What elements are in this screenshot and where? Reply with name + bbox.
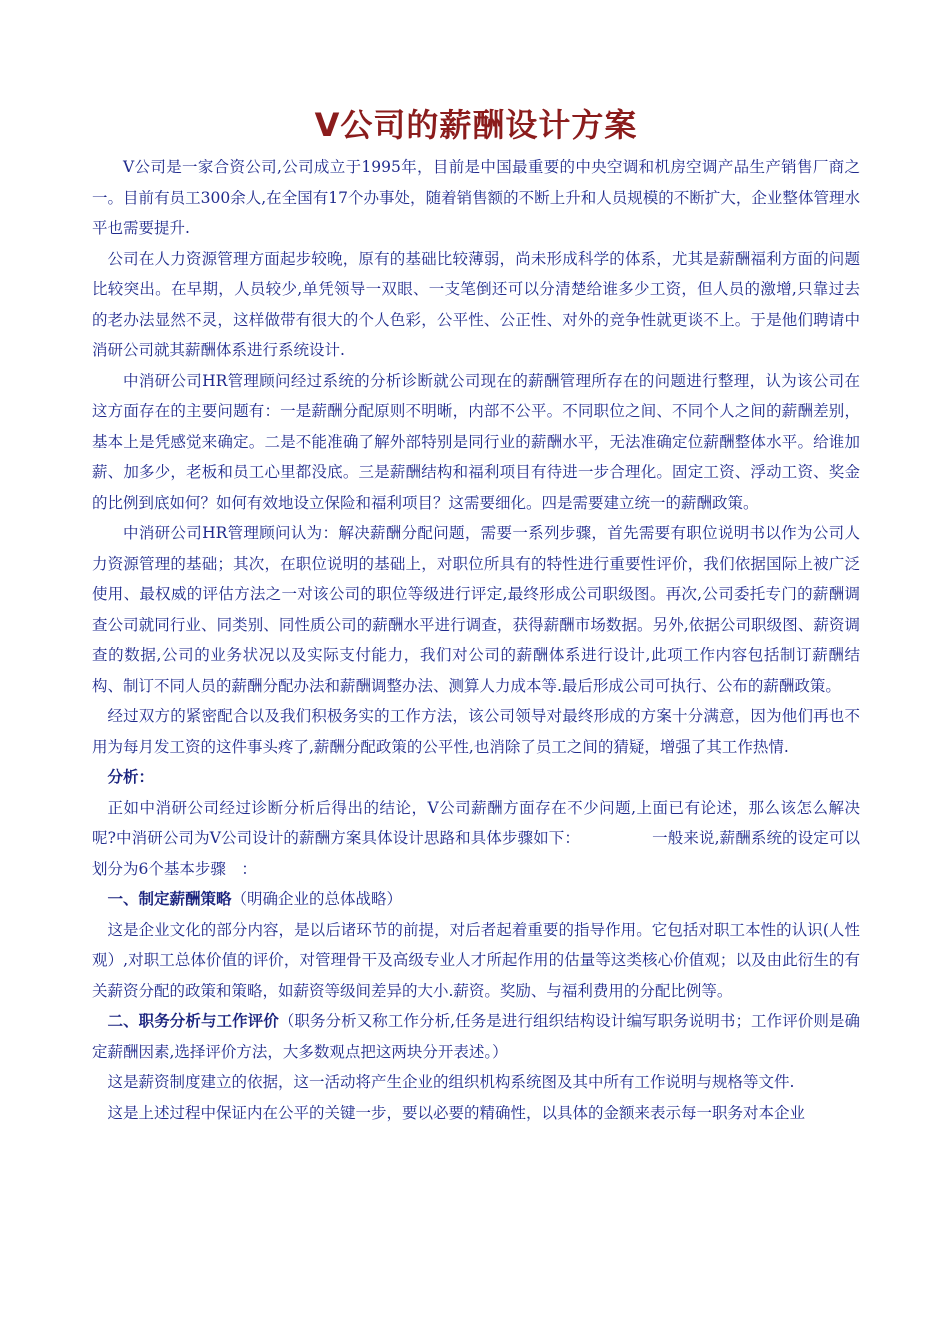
- paragraph-problem: 公司在人力资源管理方面起步较晚，原有的基础比较薄弱，尚未形成科学的体系，尤其是薪酬福利方面的问题比较突出。在早期，人员较少,单凭领导一双眼、一支笔倒还可以分清楚给谁多少工资，但人员的激增,只靠过去的老办法显然不灵，这样做带有很大的个人色彩，公平性、公正性、对外的竞争性就更谈不上。于是他们聘请中消研公司就其薪酬体系进行系统设计.: [92, 249, 860, 359]
- document-title: V公司的薪酬设计方案: [314, 106, 638, 144]
- step2-note: （职务分析又称工作分析,任务是进行组织结构设计编写职务说明书；工作评价则是确定薪酬因素,选择评价方法，大多数观点把这两块分开表述。）: [92, 1012, 860, 1061]
- step1-note: （明确企业的总体战略）: [231, 890, 403, 908]
- step1-body: 这是企业文化的部分内容，是以后诸环节的前提，对后者起着重要的指导作用。它包括对职工本性的认识(人性观）,对职工总体价值的评价，对管理骨干及高级专业人才所起作用的估量等这类核心价值观；以及由此衍生的有关薪资分配的政策和策略，如薪资等级间差异的大小.薪资。奖励、与福利费用的分配比例等。: [92, 920, 860, 1000]
- step1-heading-line: [92, 884, 860, 915]
- paragraph-analysis: [92, 793, 860, 885]
- paragraph-intro: V公司是一家合资公司,公司成立于1995年，目前是中国最重要的中央空调和机房空调产品生产销售厂商之一。目前有员工300余人,在全国有17个办事处，随着销售额的不断上升和人员规模的不断扩大，企业整体管理水平也需要提升.: [92, 158, 860, 237]
- paragraph-diagnosis: 中消研公司HR管理顾问经过系统的分析诊断就公司现在的薪酬管理所存在的问题进行整理，认为该公司在这方面存在的主要问题有：一是薪酬分配原则不明晰，内部不公平。不同职位之间、不同个人之间的薪酬差别，基本上是凭感觉来确定。二是不能准确了解外部特别是同行业的薪酬水平，无法准确定位薪酬整体水平。给谁加薪、加多少，老板和员工心里都没底。三是薪酬结构和福利项目有待进一步合理化。固定工资、浮动工资、奖金的比例到底如何？如何有效地设立保险和福利项目？这需要细化。四是需要建立统一的薪酬政策。: [92, 371, 860, 512]
- step1-heading: 一、制定薪酬策略: [107, 889, 232, 908]
- paragraph-solution: 中消研公司HR管理顾问认为：解决薪酬分配问题，需要一系列步骤，首先需要有职位说明书以作为公司人力资源管理的基础；其次，在职位说明的基础上，对职位所具有的特性进行重要性评价，我们依据国际上被广泛使用、最权威的评估方法之一对该公司的职位等级进行评定,最终形成公司职级图。再次,公司委托专门的薪酬调查公司就同行业、同类别、同性质公司的薪酬水平进行调查，获得薪酬市场数据。另外,依据公司职级图、薪资调查的数据,公司的业务状况以及实际支付能力，我们对公司的薪酬体系进行设计,此项工作内容包括制订薪酬结构、制订不同人员的薪酬分配办法和薪酬调整办法、测算人力成本等.最后形成公司可执行、公布的薪酬政策。: [92, 524, 860, 695]
- paragraph-result: 经过双方的紧密配合以及我们积极务实的工作方法，该公司领导对最终形成的方案十分满意，因为他们再也不用为每月发工资的这件事头疼了,薪酬分配政策的公平性,也消除了员工之间的猜疑，增强了其工作热情.: [92, 707, 860, 756]
- document-page: [92, 100, 860, 1128]
- analysis-heading: 分析：: [107, 767, 155, 786]
- step2-heading-line: [92, 1006, 860, 1067]
- analysis-text-a: 正如中消研公司经过诊断分析后得出的结论，V公司薪酬方面存在不少问题,上面已有论述，那么该怎么解决呢?中消研公司为V公司设计的薪酬方案具体设计思路和具体步骤如下：: [92, 798, 860, 847]
- step2-body-1: 这是薪资制度建立的依据，这一活动将产生企业的组织机构系统图及其中所有工作说明与规格等文件.: [107, 1073, 795, 1091]
- step2-body-2: 这是上述过程中保证内在公平的关键一步，要以必要的精确性，以具体的金额来表示每一职务对本企业: [107, 1103, 806, 1122]
- analysis-text-b: 一般来说,薪酬系统的设定可以划分为6个基本步骤 ：: [92, 829, 860, 878]
- step2-heading: 二、职务分析与工作评价: [107, 1011, 279, 1030]
